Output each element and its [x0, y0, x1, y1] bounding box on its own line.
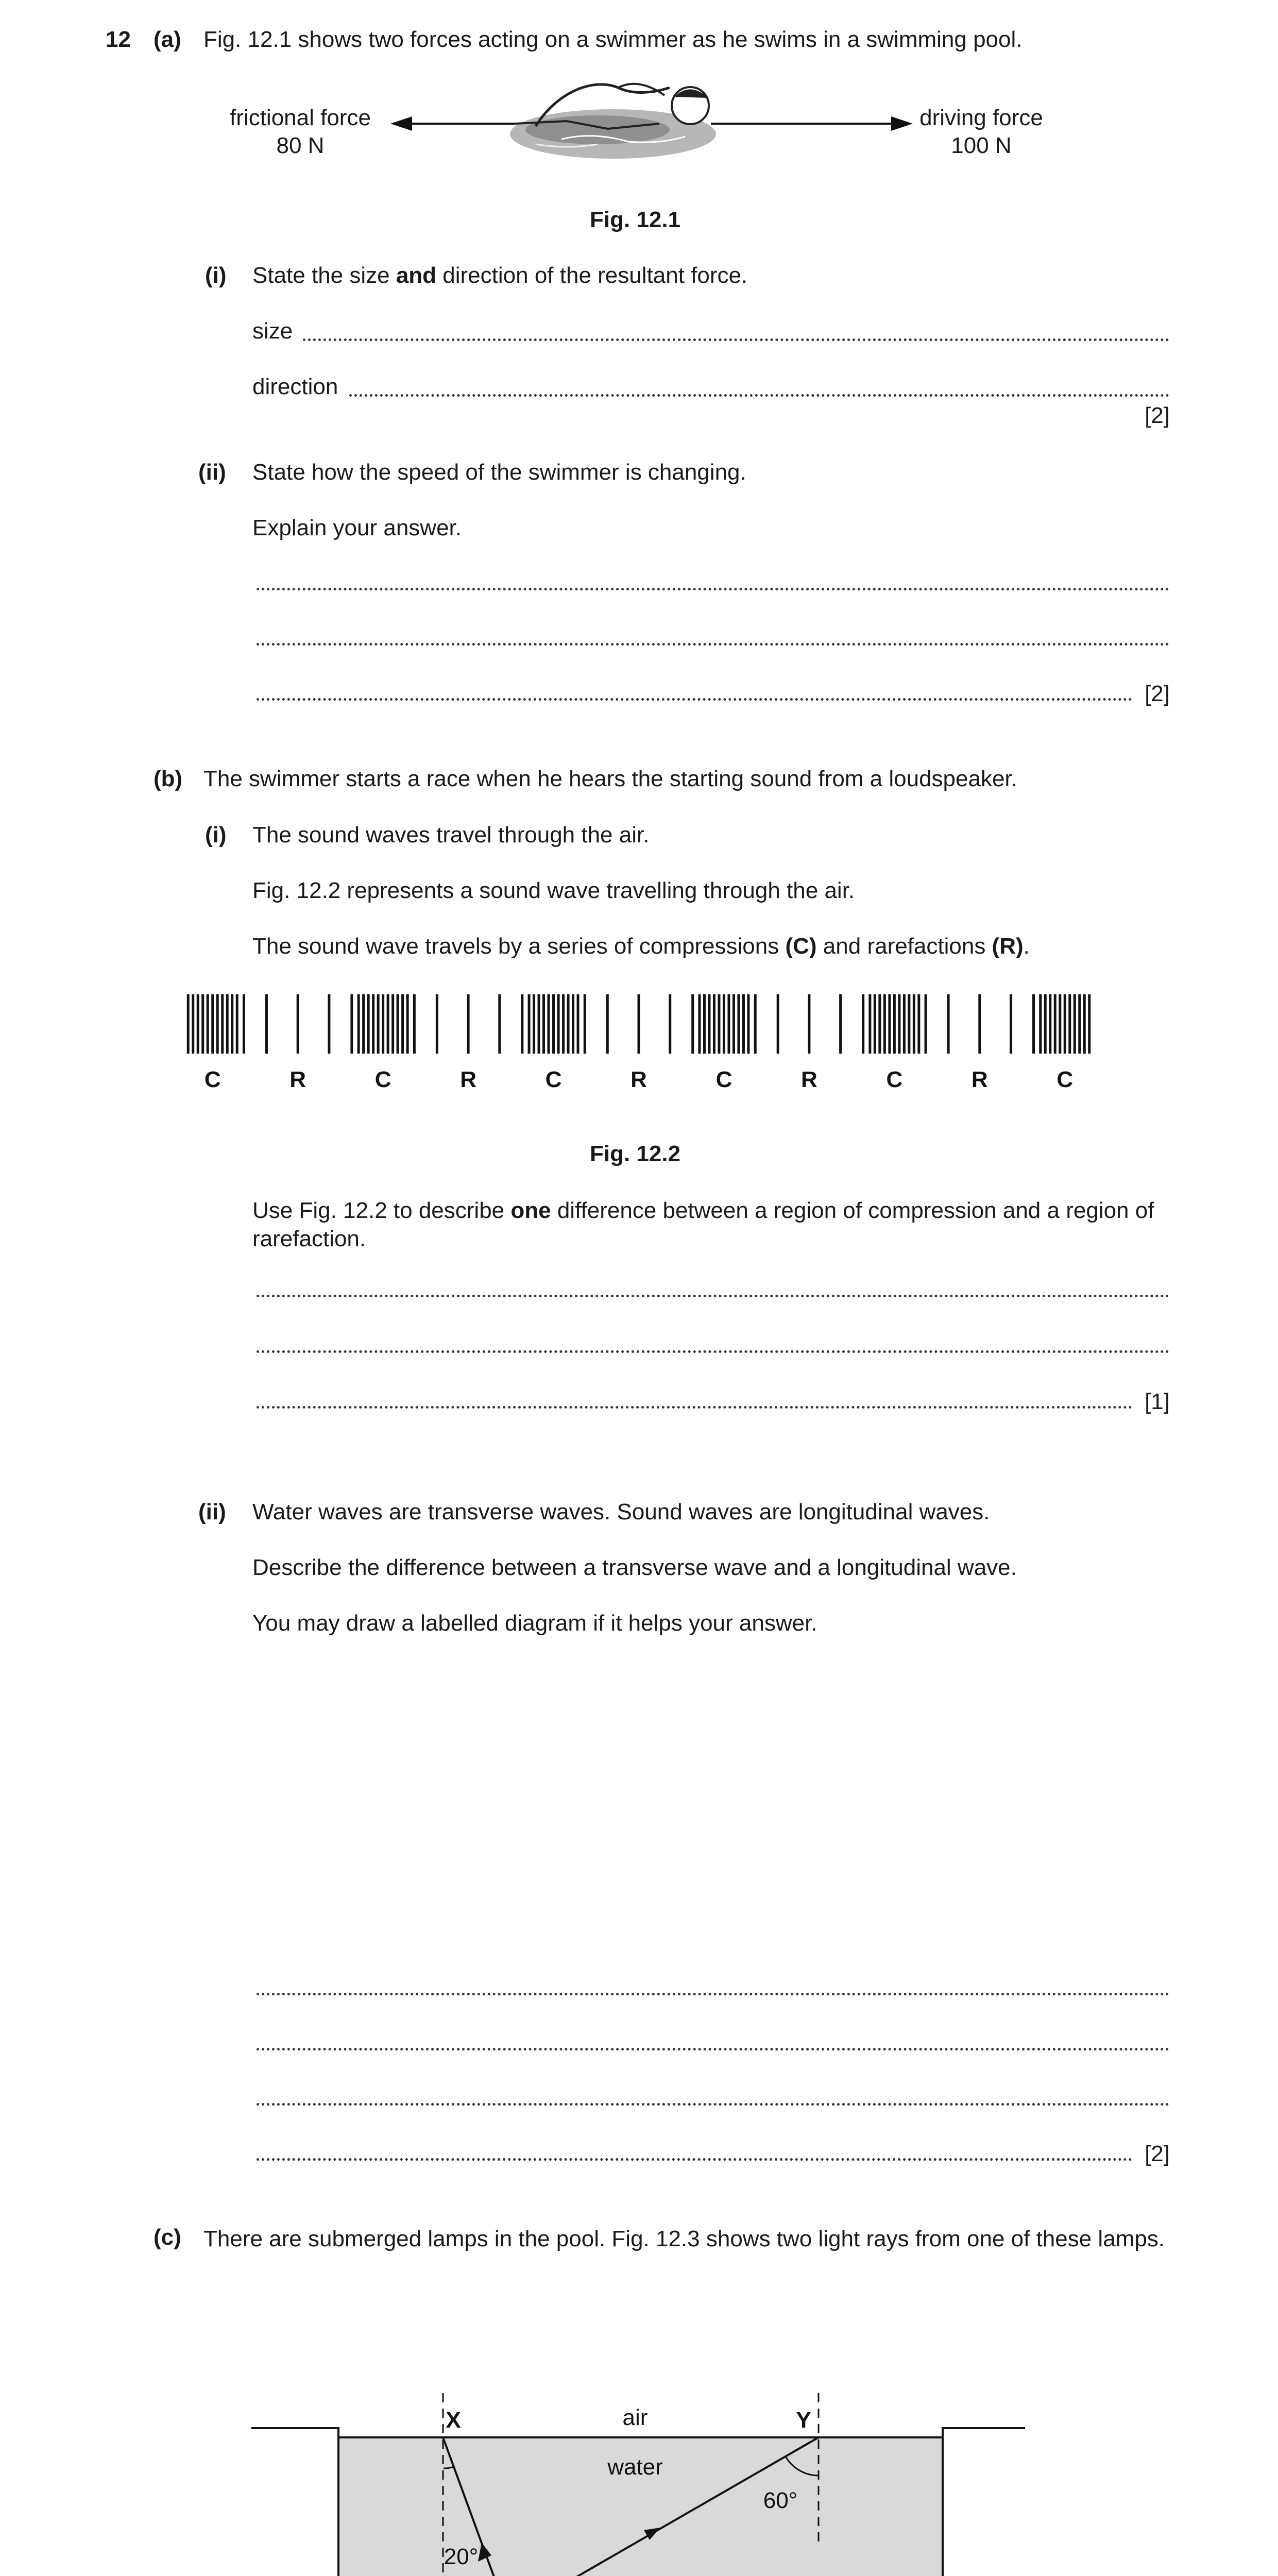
label-angle-20: 20°	[444, 2544, 479, 2569]
answer-line[interactable]	[257, 698, 1132, 701]
part-b-ii-line3: You may draw a labelled diagram if it helps your answer.	[252, 1611, 817, 1636]
part-b-label: (b)	[154, 766, 183, 791]
rarefaction-label: R	[971, 1067, 988, 1092]
answer-line[interactable]	[257, 1406, 1132, 1409]
part-c-label: (c)	[154, 2225, 181, 2250]
answer-line[interactable]	[257, 1350, 1169, 1353]
question-text: Use Fig. 12.2 to describe	[252, 1198, 511, 1223]
part-b-ii-marks: [2]	[1145, 2141, 1170, 2166]
answer-line[interactable]	[257, 588, 1169, 590]
rarefaction-label: R	[460, 1067, 476, 1092]
fig-12-2-caption: Fig. 12.2	[590, 1141, 681, 1166]
compression-label: C	[545, 1067, 562, 1092]
compression-label: C	[1057, 1067, 1073, 1092]
question-number: 12	[106, 27, 131, 52]
direction-label: direction	[252, 374, 338, 399]
label-angle-60: 60°	[763, 2488, 798, 2513]
question-text: State the size	[252, 263, 396, 288]
part-b-i-line2: Fig. 12.2 represents a sound wave travelling through the air.	[252, 878, 855, 903]
text: The sound wave travels by a series of compressions	[252, 934, 786, 959]
part-a-ii-question: State how the speed of the swimmer is changing.	[252, 460, 746, 485]
diagram-space[interactable]	[252, 1649, 1169, 1958]
part-b-i-label: (i)	[205, 822, 227, 848]
answer-line[interactable]	[257, 2103, 1169, 2106]
part-b-ii-line2: Describe the difference between a transverse wave and a longitudinal wave.	[252, 1555, 1017, 1580]
part-a-i-question	[252, 263, 747, 289]
rarefaction-symbol: (R)	[992, 934, 1024, 959]
size-answer-line[interactable]	[303, 338, 1169, 341]
driving-force-label: driving force	[919, 105, 1043, 130]
emphasis-and: and	[396, 263, 437, 288]
part-a-label: (a)	[154, 27, 181, 52]
rarefaction-label: R	[289, 1067, 306, 1092]
label-x: X	[446, 2408, 461, 2433]
question-text: direction of the resultant force.	[436, 263, 748, 288]
fig-12-1-caption: Fig. 12.1	[590, 207, 681, 232]
label-water: water	[607, 2454, 663, 2480]
figure-12-2-sound-wave	[0, 984, 1278, 1108]
part-a-ii-marks: [2]	[1145, 681, 1170, 706]
answer-line[interactable]	[257, 1295, 1169, 1297]
rarefaction-label: R	[801, 1067, 817, 1092]
figure-12-3-pool	[0, 2370, 1278, 2576]
part-b-i-marks: [1]	[1145, 1389, 1170, 1414]
direction-answer-line[interactable]	[349, 394, 1169, 397]
text: .	[1023, 934, 1030, 959]
size-label: size	[252, 318, 293, 344]
answer-line[interactable]	[257, 643, 1169, 646]
driving-force-value: 100 N	[951, 133, 1012, 158]
swimmer-illustration	[510, 84, 716, 159]
emphasis-one: one	[510, 1198, 551, 1223]
part-b-ii-line1: Water waves are transverse waves. Sound waves are longitudinal waves.	[252, 1499, 990, 1524]
compression-symbol: (C)	[785, 934, 817, 959]
part-b-i-question	[252, 1196, 1169, 1253]
label-y: Y	[796, 2408, 811, 2433]
part-a-i-label: (i)	[205, 263, 227, 288]
compression-label: C	[715, 1067, 732, 1092]
frictional-force-value: 80 N	[276, 133, 325, 158]
compression-label: C	[886, 1067, 903, 1092]
part-b-i-line3	[252, 934, 1030, 960]
part-c-intro: There are submerged lamps in the pool. Fig. 12.3 shows two light rays from one of these lamps.	[203, 2226, 1165, 2251]
rarefaction-label: R	[631, 1067, 647, 1092]
label-air: air	[622, 2405, 648, 2430]
answer-line[interactable]	[257, 1993, 1169, 1995]
answer-line[interactable]	[257, 2048, 1169, 2050]
part-a-ii-label: (ii)	[198, 460, 226, 485]
compression-label: C	[374, 1067, 391, 1092]
part-b-i-line1: The sound waves travel through the air.	[252, 822, 650, 848]
figure-12-1	[0, 72, 1278, 185]
part-b-intro: The swimmer starts a race when he hears the starting sound from a loudspeaker.	[203, 766, 1017, 791]
part-a-intro: Fig. 12.1 shows two forces acting on a swimmer as he swims in a swimming pool.	[203, 27, 1023, 52]
text: and rarefactions	[816, 934, 992, 959]
frictional-force-label: frictional force	[230, 105, 371, 130]
question-text: difference between a region of compression and a region of rarefaction.	[252, 1198, 1154, 1251]
part-a-ii-explain: Explain your answer.	[252, 515, 462, 540]
part-b-ii-label: (ii)	[198, 1499, 226, 1524]
part-a-i-marks: [2]	[1145, 403, 1170, 428]
answer-line[interactable]	[257, 2158, 1132, 2161]
compression-label: C	[204, 1067, 221, 1092]
